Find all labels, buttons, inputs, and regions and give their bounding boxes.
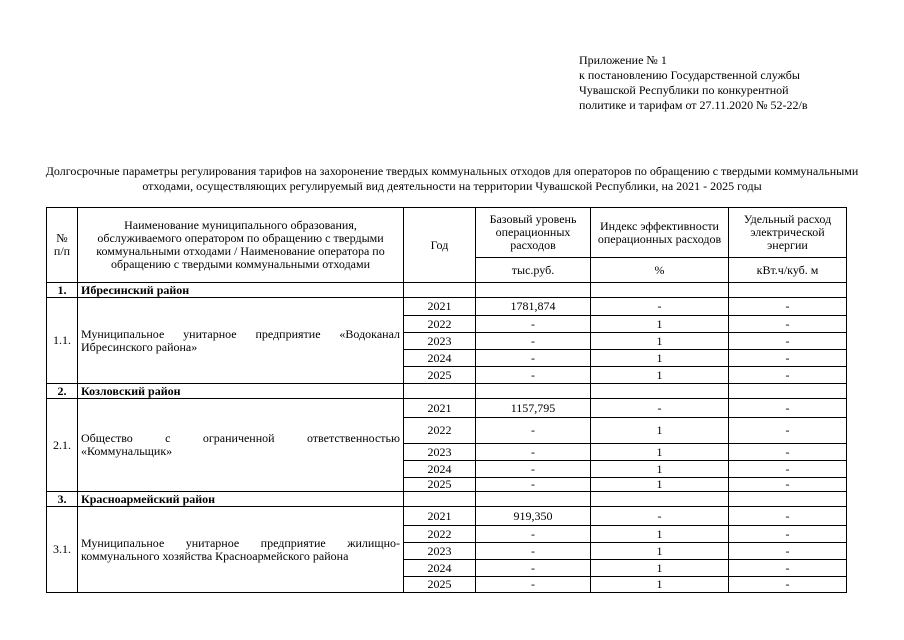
index-cell: 1 — [591, 333, 729, 350]
base-cell: - — [476, 316, 591, 333]
index-cell: 1 — [591, 316, 729, 333]
appendix-line: Приложение № 1 — [579, 53, 667, 67]
index-cell: - — [591, 298, 729, 316]
appendix-line: к постановлению Государственной службы — [579, 68, 800, 82]
empty-cell — [476, 384, 591, 399]
base-cell: - — [476, 526, 591, 543]
empty-cell — [404, 492, 476, 507]
base-cell: 919,350 — [476, 507, 591, 526]
section-num: 3. — [47, 492, 78, 507]
base-cell: - — [476, 333, 591, 350]
year-cell: 2024 — [404, 560, 476, 577]
district-name: Красноармейский район — [78, 492, 404, 507]
index-cell: 1 — [591, 543, 729, 560]
empty-cell — [591, 384, 729, 399]
operator-name-line: «Коммунальщик» — [81, 444, 173, 458]
header-year: Год — [404, 208, 476, 283]
year-cell: 2022 — [404, 316, 476, 333]
base-cell: - — [476, 560, 591, 577]
appendix-header — [579, 53, 808, 113]
energy-cell: - — [729, 333, 847, 350]
empty-cell — [476, 492, 591, 507]
table-row — [47, 507, 847, 526]
operator-name — [78, 507, 404, 593]
operator-name-line: коммунального хозяйства Красноармейского района — [81, 548, 349, 563]
energy-cell: - — [729, 298, 847, 316]
energy-cell: - — [729, 461, 847, 478]
base-cell: - — [476, 478, 591, 492]
year-cell: 2024 — [404, 461, 476, 478]
operator-num: 2.1. — [47, 399, 78, 492]
header-index: Индекс эффективности операционных расходов — [591, 208, 729, 258]
empty-cell — [476, 283, 591, 298]
energy-cell: - — [729, 367, 847, 384]
year-cell: 2021 — [404, 298, 476, 316]
energy-cell: - — [729, 526, 847, 543]
operator-name-line: Ибресинского района» — [81, 339, 198, 354]
index-cell: 1 — [591, 418, 729, 444]
table-row — [47, 298, 847, 316]
year-cell: 2022 — [404, 526, 476, 543]
index-cell: 1 — [591, 577, 729, 593]
energy-cell: - — [729, 444, 847, 461]
index-cell: 1 — [591, 461, 729, 478]
energy-cell: - — [729, 507, 847, 526]
empty-cell — [404, 283, 476, 298]
year-cell: 2021 — [404, 507, 476, 526]
operator-name-line: Муниципальное унитарное предприятие жилищно- — [81, 535, 400, 550]
energy-cell: - — [729, 543, 847, 560]
empty-cell — [729, 492, 847, 507]
energy-cell: - — [729, 316, 847, 333]
empty-cell — [729, 384, 847, 399]
table-row — [47, 399, 847, 418]
year-cell: 2025 — [404, 478, 476, 492]
index-cell: 1 — [591, 444, 729, 461]
operator-num: 3.1. — [47, 507, 78, 593]
energy-cell: - — [729, 418, 847, 444]
energy-cell: - — [729, 577, 847, 593]
document-title: Долгосрочные параметры регулирования тарифов на захоронение твердых коммунальных отходов для операторов по обращению с твердыми коммунальными отходами, осуществляющих регулируемый вид деятельности на территории Чувашской Республики, на 2021 - 2025 годы — [45, 164, 859, 193]
operator-name-line: Муниципальное унитарное предприятие «Водоканал — [81, 326, 400, 341]
operator-name — [78, 298, 404, 384]
tariff-table — [46, 207, 847, 593]
unit-base: тыс.руб. — [476, 258, 591, 283]
base-cell: - — [476, 418, 591, 444]
operator-num: 1.1. — [47, 298, 78, 384]
index-cell: - — [591, 399, 729, 418]
header-num: № п/п — [47, 208, 78, 283]
empty-cell — [729, 283, 847, 298]
index-cell: 1 — [591, 526, 729, 543]
base-cell: - — [476, 461, 591, 478]
district-name: Ибресинский район — [78, 283, 404, 298]
energy-cell: - — [729, 350, 847, 367]
year-cell: 2023 — [404, 543, 476, 560]
base-cell: - — [476, 444, 591, 461]
base-cell: - — [476, 350, 591, 367]
empty-cell — [591, 283, 729, 298]
header-energy: Удельный расход электрической энергии — [729, 208, 847, 258]
energy-cell: - — [729, 399, 847, 418]
unit-energy: кВт.ч/куб. м — [729, 258, 847, 283]
operator-name-line: Общество с ограниченной ответственностью — [81, 431, 400, 445]
appendix-line: политике и тарифам от 27.11.2020 № 52-22/в — [579, 98, 808, 112]
energy-cell: - — [729, 560, 847, 577]
year-cell: 2023 — [404, 333, 476, 350]
base-cell: - — [476, 577, 591, 593]
year-cell: 2022 — [404, 418, 476, 444]
unit-index: % — [591, 258, 729, 283]
header-name: Наименование муниципального образования, обслуживаемого оператором по обращению с твердыми коммунальными отходами / Наименование оператора по обращению с твердыми коммунальными отходами — [78, 208, 404, 283]
index-cell: - — [591, 507, 729, 526]
section-num: 2. — [47, 384, 78, 399]
operator-name — [78, 399, 404, 492]
base-cell: 1781,874 — [476, 298, 591, 316]
section-num: 1. — [47, 283, 78, 298]
year-cell: 2025 — [404, 367, 476, 384]
header-base: Базовый уровень операционных расходов — [476, 208, 591, 258]
base-cell: - — [476, 367, 591, 384]
index-cell: 1 — [591, 560, 729, 577]
appendix-line: Чувашской Республики по конкурентной — [579, 83, 789, 97]
year-cell: 2021 — [404, 399, 476, 418]
index-cell: 1 — [591, 367, 729, 384]
district-name: Козловский район — [78, 384, 404, 399]
index-cell: 1 — [591, 478, 729, 492]
year-cell: 2023 — [404, 444, 476, 461]
empty-cell — [404, 384, 476, 399]
base-cell: 1157,795 — [476, 399, 591, 418]
index-cell: 1 — [591, 350, 729, 367]
base-cell: - — [476, 543, 591, 560]
energy-cell: - — [729, 478, 847, 492]
empty-cell — [591, 492, 729, 507]
year-cell: 2024 — [404, 350, 476, 367]
year-cell: 2025 — [404, 577, 476, 593]
